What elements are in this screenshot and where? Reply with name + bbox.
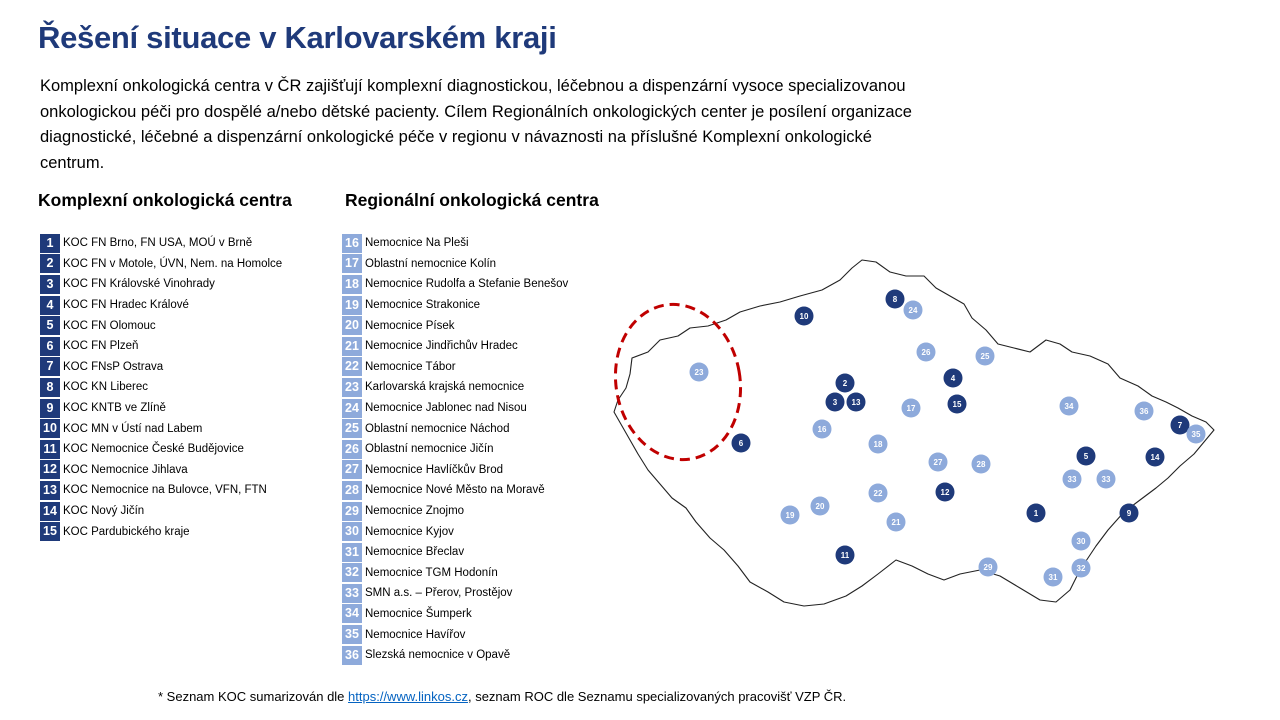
map-marker-number: 17 [906,404,916,413]
map-marker-number: 33 [1101,475,1111,484]
koc-list-item [40,377,282,398]
koc-number-badge: 13 [40,481,60,500]
koc-list-item [40,315,282,336]
roc-label: Nemocnice Jindřichův Hradec [365,340,518,353]
koc-label: KOC Nový Jičín [63,505,145,518]
map-marker-11 [836,546,855,565]
map-marker-5 [1077,447,1096,466]
map-marker-number: 3 [832,398,838,407]
map-marker-number: 15 [952,400,962,409]
roc-list-item [342,563,568,584]
map-marker-9 [1120,504,1139,523]
roc-list-item [342,439,568,460]
map-marker-number: 5 [1083,452,1089,461]
map-marker-number: 23 [694,368,704,377]
map-marker-number: 30 [1076,537,1086,546]
koc-label: KOC FN Olomouc [63,319,156,332]
koc-number-badge: 2 [40,254,60,273]
roc-list-item [342,295,568,316]
koc-list-item [40,336,282,357]
map-marker-number: 34 [1064,402,1074,411]
koc-label: KOC FN Královské Vinohrady [63,278,215,291]
roc-number-badge: 36 [342,646,362,665]
map-marker-33 [1097,470,1116,489]
map-marker-number: 14 [1150,453,1160,462]
koc-list-item [40,439,282,460]
roc-number-badge: 27 [342,460,362,479]
map-marker-number: 19 [785,511,795,520]
map-marker-36 [1135,402,1154,421]
koc-number-badge: 15 [40,522,60,541]
map-marker-15 [948,395,967,414]
map-marker-number: 22 [873,489,883,498]
map-marker-8 [886,290,905,309]
map-marker-number: 18 [873,440,883,449]
map-marker-24 [904,301,923,320]
roc-list-item [342,336,568,357]
map-marker-28 [972,455,991,474]
roc-number-badge: 22 [342,357,362,376]
map-marker-16 [813,420,832,439]
roc-list-item [342,233,568,254]
map-marker-number: 4 [950,374,956,383]
map-marker-number: 25 [980,352,990,361]
map-marker-number: 9 [1126,509,1132,518]
koc-list-item [40,254,282,275]
roc-label: Karlovarská krajská nemocnice [365,381,525,394]
koc-number-badge: 4 [40,296,60,315]
roc-label: Oblastní nemocnice Kolín [365,257,497,270]
koc-label: KOC FNsP Ostrava [63,360,164,373]
map-marker-number: 11 [840,551,850,560]
koc-label: KOC KNTB ve Zlíně [63,402,166,415]
roc-label: Nemocnice Havířov [365,628,466,641]
map-marker-33 [1063,470,1082,489]
roc-number-badge: 34 [342,604,362,623]
map-marker-30 [1072,532,1091,551]
koc-list [40,233,282,542]
map-marker-27 [929,453,948,472]
map-marker-31 [1044,568,1063,587]
roc-label: Nemocnice Písek [365,319,455,332]
map-marker-number: 27 [933,458,943,467]
roc-label: Oblastní nemocnice Náchod [365,422,510,435]
roc-label: Nemocnice Břeclav [365,546,465,559]
koc-list-item [40,295,282,316]
map-marker-number: 24 [908,306,918,315]
roc-number-badge: 16 [342,234,362,253]
map-marker-3 [826,393,845,412]
roc-label: Oblastní nemocnice Jičín [365,443,494,456]
map-marker-13 [847,393,866,412]
map-marker-20 [811,497,830,516]
map-marker-number: 29 [983,563,993,572]
koc-list-item [40,460,282,481]
roc-list-item [342,645,568,666]
intro-paragraph: Komplexní onkologická centra v ČR zajišťují komplexní diagnostickou, léčebnou a dispenzární vysoce specializovanou onkologickou péči pro dospělé a/nebo dětské pacienty. Cílem Regionálních onkologických center je posílení organizace diagnostické, léčebné a dispenzární onkologické péče v regionu v návaznosti na příslušné Komplexní onkologické centrum. [40,77,912,172]
koc-label: KOC Nemocnice Jihlava [63,463,188,476]
koc-label: KOC KN Liberec [63,381,149,394]
map-marker-12 [936,483,955,502]
map-marker-22 [869,484,888,503]
roc-list-item [342,377,568,398]
roc-list-item [342,460,568,481]
roc-label: Nemocnice Šumperk [365,607,472,620]
map-marker-25 [976,347,995,366]
koc-list-item [40,233,282,254]
roc-number-badge: 28 [342,481,362,500]
map-marker-number: 6 [738,439,744,448]
roc-label: Nemocnice Nové Město na Moravě [365,484,545,497]
koc-number-badge: 11 [40,440,60,459]
roc-label: Nemocnice TGM Hodonín [365,566,498,579]
koc-label: KOC Pardubického kraje [63,525,190,538]
roc-number-badge: 35 [342,625,362,644]
roc-list-item [342,521,568,542]
roc-number-badge: 29 [342,502,362,521]
map-marker-7 [1171,416,1190,435]
koc-label: KOC Nemocnice České Budějovice [63,443,244,456]
map-marker-number: 8 [892,295,898,304]
map-marker-4 [944,369,963,388]
roc-list-item [342,418,568,439]
map-marker-29 [979,558,998,577]
roc-number-badge: 18 [342,275,362,294]
koc-label: KOC MN v Ústí nad Labem [63,422,203,435]
roc-list-item [342,254,568,275]
roc-list-item [342,480,568,501]
roc-number-badge: 31 [342,543,362,562]
koc-label: KOC FN Plzeň [63,340,139,353]
koc-label: KOC FN v Motole, ÚVN, Nem. na Homolce [63,257,283,270]
koc-list-item [40,501,282,522]
roc-number-badge: 21 [342,337,362,356]
koc-label: KOC FN Brno, FN USA, MOÚ v Brně [63,237,253,250]
roc-number-badge: 25 [342,419,362,438]
roc-label: Nemocnice Strakonice [365,299,481,312]
koc-number-badge: 7 [40,357,60,376]
roc-label: SMN a.s. – Přerov, Prostějov [365,587,513,600]
koc-number-badge: 6 [40,337,60,356]
footnote [158,689,846,704]
koc-number-badge: 3 [40,275,60,294]
roc-number-badge: 19 [342,296,362,315]
map-marker-number: 28 [976,460,986,469]
map-marker-23 [690,363,709,382]
roc-label: Nemocnice Tábor [365,360,456,373]
roc-list-item [342,604,568,625]
koc-number-badge: 8 [40,378,60,397]
map-markers [690,290,1206,587]
roc-list-item [342,315,568,336]
roc-list-item [342,624,568,645]
map-marker-10 [795,307,814,326]
page-title: Řešení situace v Karlovarském kraji [38,20,557,55]
map-marker-17 [902,399,921,418]
map-marker-14 [1146,448,1165,467]
roc-label: Nemocnice Na Pleši [365,237,469,250]
map-marker-number: 32 [1076,564,1086,573]
koc-number-badge: 10 [40,419,60,438]
map-marker-number: 21 [891,518,901,527]
map-marker-26 [917,343,936,362]
map-marker-19 [781,506,800,525]
map-marker-number: 10 [799,312,809,321]
koc-list-item [40,398,282,419]
map-marker-6 [732,434,751,453]
roc-label: Nemocnice Havlíčkův Brod [365,463,504,476]
roc-heading: Regionální onkologická centra [345,190,599,210]
linkos-link[interactable]: https://www.linkos.cz [348,689,468,704]
roc-list-item [342,501,568,522]
roc-number-badge: 17 [342,254,362,273]
koc-list-item [40,521,282,542]
map-marker-34 [1060,397,1079,416]
roc-label: Nemocnice Jablonec nad Nisou [365,402,527,415]
footnote-suffix: , seznam ROC dle Seznamu specializovaných pracovišť VZP ČR. [467,689,847,704]
map-marker-number: 12 [940,488,950,497]
map-marker-number: 35 [1191,430,1201,439]
roc-list-item [342,357,568,378]
roc-list-item [342,542,568,563]
koc-label: KOC Nemocnice na Bulovce, VFN, FTN [63,484,267,497]
roc-number-badge: 24 [342,399,362,418]
roc-list-item [342,274,568,295]
map-marker-number: 1 [1033,509,1039,518]
roc-number-badge: 33 [342,584,362,603]
map-marker-number: 36 [1139,407,1149,416]
roc-list-item [342,398,568,419]
koc-number-badge: 1 [40,234,60,253]
map-marker-32 [1072,559,1091,578]
roc-list-item [342,583,568,604]
roc-number-badge: 23 [342,378,362,397]
koc-heading: Komplexní onkologická centra [38,190,292,210]
roc-label: Nemocnice Znojmo [365,505,465,518]
koc-number-badge: 9 [40,399,60,418]
map-marker-number: 26 [921,348,931,357]
roc-list [342,233,568,665]
map-marker-1 [1027,504,1046,523]
koc-list-item [40,274,282,295]
map-marker-number: 13 [851,398,861,407]
footnote-prefix: * Seznam KOC sumarizován dle [158,689,349,704]
map-marker-2 [836,374,855,393]
map-marker-18 [869,435,888,454]
map-marker-number: 2 [842,379,848,388]
map-marker-21 [887,513,906,532]
roc-label: Slezská nemocnice v Opavě [365,649,511,662]
roc-number-badge: 30 [342,522,362,541]
koc-number-badge: 5 [40,316,60,335]
map-marker-number: 7 [1177,421,1183,430]
koc-number-badge: 14 [40,502,60,521]
czech-map [600,240,1280,620]
roc-label: Nemocnice Rudolfa a Stefanie Benešov [365,278,569,291]
karlovy-vary-highlight [603,294,752,469]
map-marker-number: 33 [1067,475,1077,484]
koc-list-item [40,418,282,439]
koc-list-item [40,357,282,378]
roc-number-badge: 26 [342,440,362,459]
map-marker-number: 31 [1048,573,1058,582]
koc-label: KOC FN Hradec Králové [63,299,189,312]
map-marker-number: 20 [815,502,825,511]
roc-number-badge: 20 [342,316,362,335]
map-marker-number: 16 [817,425,827,434]
koc-list-item [40,480,282,501]
roc-number-badge: 32 [342,563,362,582]
map-marker-35 [1187,425,1206,444]
koc-number-badge: 12 [40,460,60,479]
roc-label: Nemocnice Kyjov [365,525,454,538]
